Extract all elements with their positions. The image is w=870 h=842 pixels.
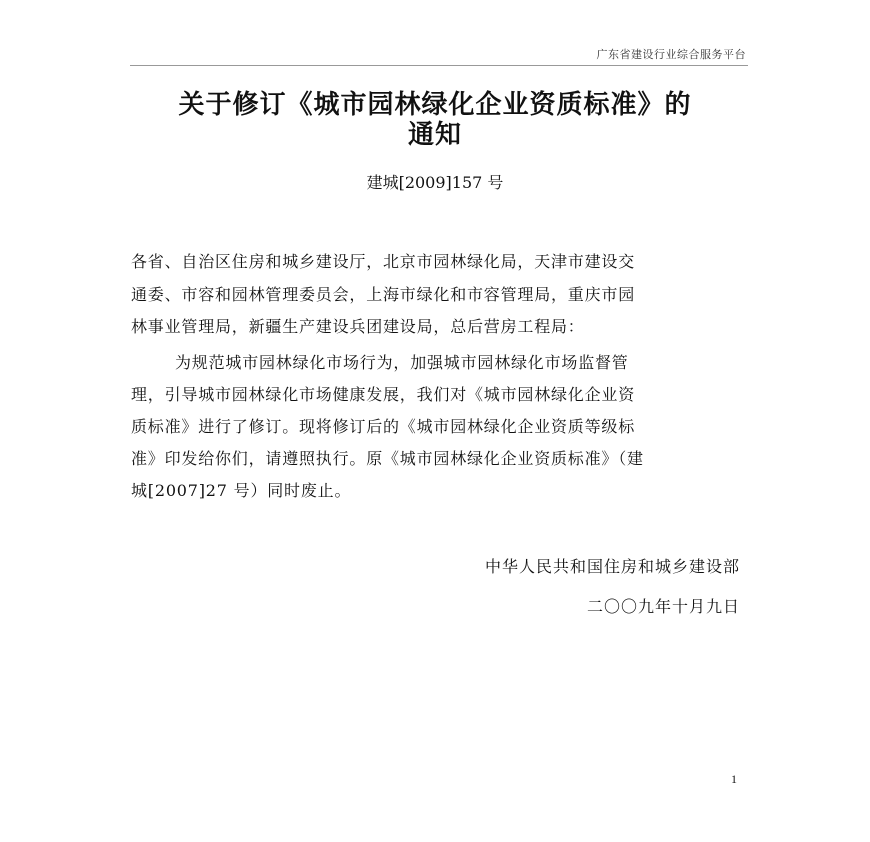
header-text: 广东省建设行业综合服务平台 <box>596 48 746 61</box>
header-divider <box>130 65 748 66</box>
body-paragraph-line: 城[2007]27 号）同时废止。 <box>131 481 352 500</box>
body-paragraph-line: 质标准》进行了修订。现将修订后的《城市园林绿化企业资质等级标 <box>131 417 636 436</box>
addressee-line: 林事业管理局，新疆生产建设兵团建设局，总后营房工程局： <box>131 317 585 336</box>
body-paragraph-line: 准》印发给你们，请遵照执行。原《城市园林绿化企业资质标准》（建 <box>131 449 644 468</box>
issue-date: 二〇〇九年十月九日 <box>586 597 740 616</box>
document-number: 建城[2009]157 号 <box>366 173 504 192</box>
document-title-line-2: 通知 <box>407 120 462 150</box>
addressee-line: 各省、自治区住房和城乡建设厅，北京市园林绿化局，天津市建设交 <box>131 252 636 271</box>
document-title-line-1: 关于修订《城市园林绿化企业资质标准》的 <box>178 90 692 120</box>
issuer-name: 中华人民共和国住房和城乡建设部 <box>484 557 740 576</box>
addressee-line: 通委、市容和园林管理委员会，上海市绿化和市容管理局，重庆市园 <box>131 285 636 304</box>
body-paragraph-line: 为规范城市园林绿化市场行为，加强城市园林绿化市场监督管 <box>175 353 629 372</box>
page-number: 1 <box>731 772 737 786</box>
body-paragraph-line: 理，引导城市园林绿化市场健康发展，我们对《城市园林绿化企业资 <box>131 385 636 404</box>
